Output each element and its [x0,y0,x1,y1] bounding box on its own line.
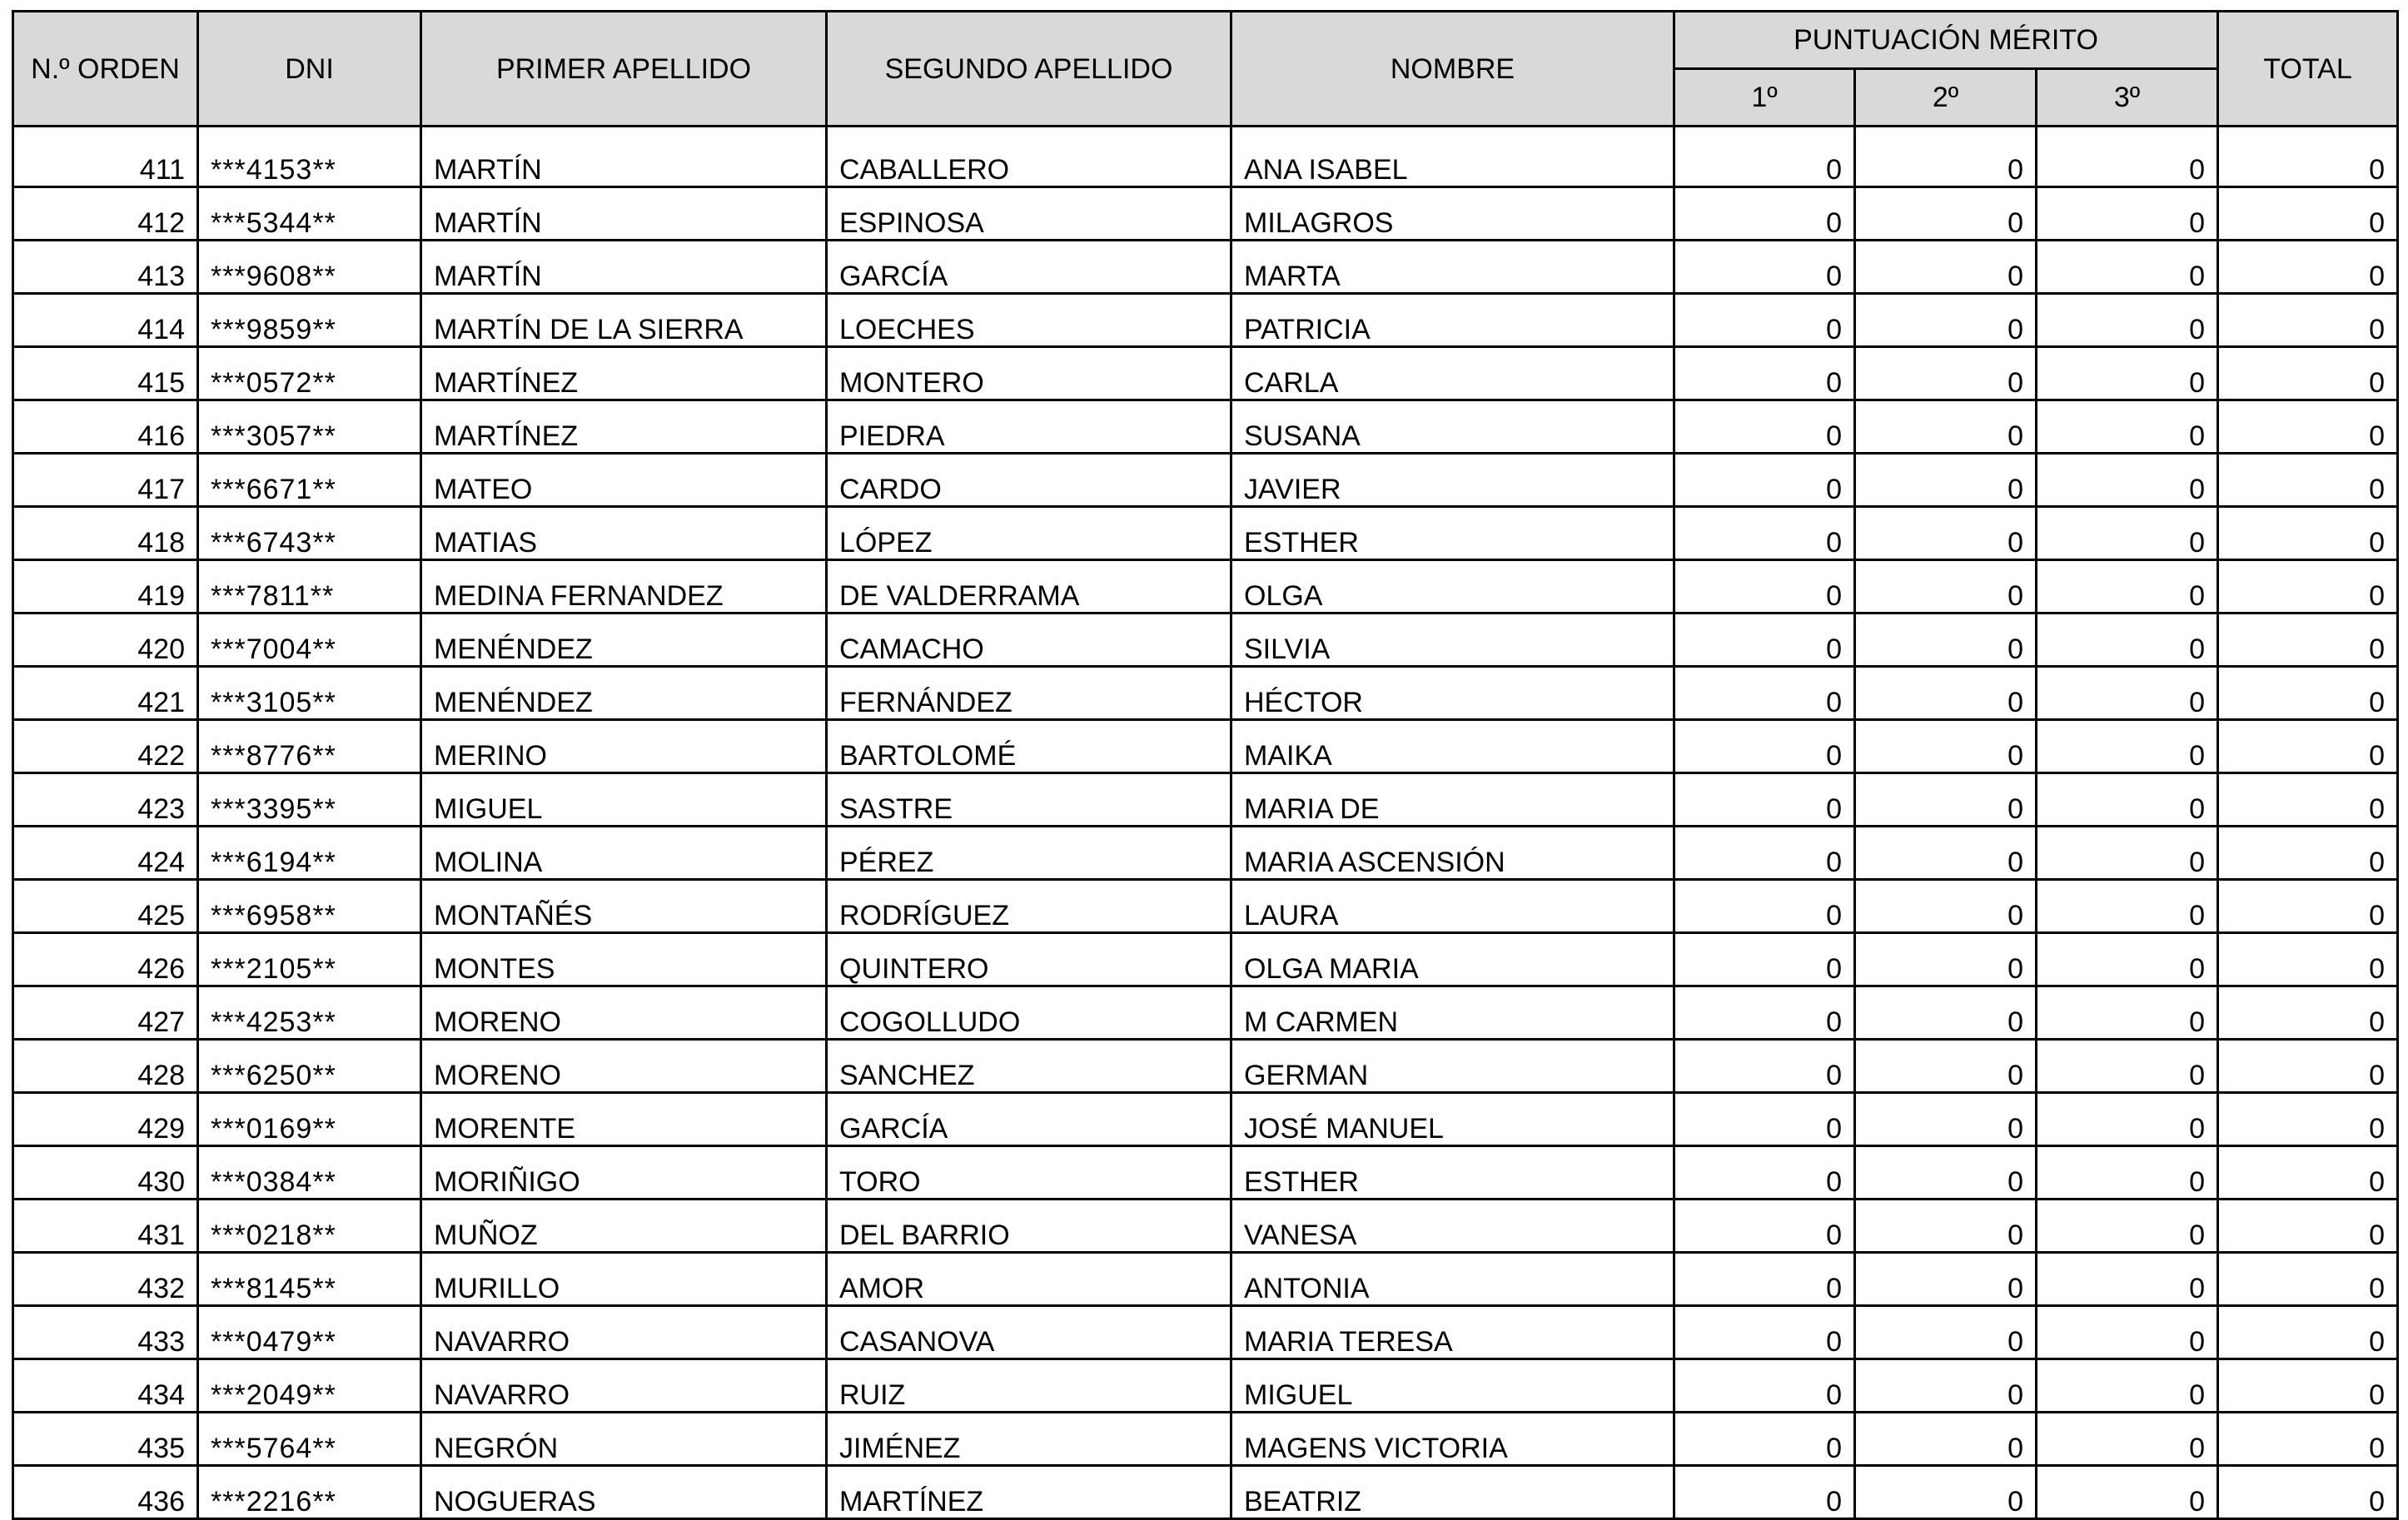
cell-merito-1: 0 [1674,773,1855,827]
cell-dni: ***3105** [198,667,421,720]
cell-nombre: MARIA TERESA [1231,1306,1674,1359]
cell-merito-2: 0 [1855,241,2037,294]
cell-segundo-apellido: AMOR [827,1253,1231,1306]
table-row [13,880,2398,933]
cell-orden: 413 [13,241,198,294]
cell-total: 0 [2218,720,2398,773]
cell-segundo-apellido: COGOLLUDO [827,986,1231,1040]
cell-orden: 424 [13,827,198,880]
table-row [13,1306,2398,1359]
cell-segundo-apellido: PIEDRA [827,400,1231,454]
cell-merito-1: 0 [1674,933,1855,986]
cell-merito-3: 0 [2037,1040,2218,1093]
cell-dni: ***9859** [198,294,421,347]
cell-dni: ***3395** [198,773,421,827]
cell-segundo-apellido: CABALLERO [827,127,1231,187]
cell-merito-2: 0 [1855,1040,2037,1093]
cell-merito-1: 0 [1674,613,1855,667]
cell-primer-apellido: MIGUEL [421,773,827,827]
cell-merito-3: 0 [2037,1306,2218,1359]
cell-merito-3: 0 [2037,1253,2218,1306]
cell-orden: 427 [13,986,198,1040]
results-sheet [12,10,2399,1520]
cell-merito-2: 0 [1855,667,2037,720]
cell-segundo-apellido: GARCÍA [827,241,1231,294]
cell-total: 0 [2218,880,2398,933]
cell-nombre: MAGENS VICTORIA [1231,1413,1674,1466]
cell-merito-3: 0 [2037,560,2218,613]
cell-nombre: JAVIER [1231,454,1674,507]
cell-merito-2: 0 [1855,1359,2037,1413]
cell-merito-3: 0 [2037,507,2218,560]
cell-nombre: ESTHER [1231,507,1674,560]
table-row [13,773,2398,827]
cell-dni: ***7811** [198,560,421,613]
cell-total: 0 [2218,933,2398,986]
cell-total: 0 [2218,1093,2398,1146]
cell-merito-3: 0 [2037,1093,2218,1146]
cell-merito-1: 0 [1674,400,1855,454]
header-nombre: NOMBRE [1231,12,1674,127]
cell-merito-3: 0 [2037,667,2218,720]
cell-total: 0 [2218,1306,2398,1359]
cell-dni: ***0572** [198,347,421,400]
cell-primer-apellido: MEDINA FERNANDEZ [421,560,827,613]
cell-merito-3: 0 [2037,773,2218,827]
table-row [13,1253,2398,1306]
cell-nombre: LAURA [1231,880,1674,933]
cell-nombre: VANESA [1231,1200,1674,1253]
cell-merito-1: 0 [1674,720,1855,773]
cell-orden: 423 [13,773,198,827]
cell-nombre: ANA ISABEL [1231,127,1674,187]
cell-segundo-apellido: MARTÍNEZ [827,1466,1231,1519]
cell-nombre: ESTHER [1231,1146,1674,1200]
table-row [13,613,2398,667]
table-row [13,127,2398,187]
table-header [13,12,2398,127]
cell-orden: 416 [13,400,198,454]
cell-segundo-apellido: QUINTERO [827,933,1231,986]
cell-orden: 418 [13,507,198,560]
cell-merito-3: 0 [2037,827,2218,880]
cell-dni: ***9608** [198,241,421,294]
cell-total: 0 [2218,667,2398,720]
header-segundo-apellido: SEGUNDO APELLIDO [827,12,1231,127]
cell-orden: 426 [13,933,198,986]
table-row [13,1146,2398,1200]
table-row [13,1413,2398,1466]
cell-merito-1: 0 [1674,241,1855,294]
table-row [13,933,2398,986]
cell-total: 0 [2218,241,2398,294]
cell-merito-3: 0 [2037,720,2218,773]
cell-segundo-apellido: LOECHES [827,294,1231,347]
cell-merito-1: 0 [1674,294,1855,347]
cell-merito-1: 0 [1674,347,1855,400]
cell-dni: ***0169** [198,1093,421,1146]
cell-merito-2: 0 [1855,1413,2037,1466]
cell-orden: 428 [13,1040,198,1093]
cell-primer-apellido: MENÉNDEZ [421,613,827,667]
cell-primer-apellido: MARTÍNEZ [421,400,827,454]
cell-merito-1: 0 [1674,507,1855,560]
cell-merito-3: 0 [2037,1466,2218,1519]
cell-primer-apellido: MARTÍN DE LA SIERRA [421,294,827,347]
cell-primer-apellido: NAVARRO [421,1359,827,1413]
cell-segundo-apellido: DEL BARRIO [827,1200,1231,1253]
cell-merito-1: 0 [1674,454,1855,507]
cell-segundo-apellido: JIMÉNEZ [827,1413,1231,1466]
cell-orden: 433 [13,1306,198,1359]
table-row [13,454,2398,507]
cell-dni: ***6194** [198,827,421,880]
cell-merito-2: 0 [1855,560,2037,613]
cell-merito-2: 0 [1855,1466,2037,1519]
cell-merito-1: 0 [1674,1253,1855,1306]
header-merito-1: 1º [1674,69,1855,127]
cell-segundo-apellido: BARTOLOMÉ [827,720,1231,773]
cell-nombre: MAIKA [1231,720,1674,773]
cell-segundo-apellido: TORO [827,1146,1231,1200]
cell-merito-1: 0 [1674,1040,1855,1093]
cell-nombre: MARTA [1231,241,1674,294]
cell-total: 0 [2218,454,2398,507]
cell-dni: ***8145** [198,1253,421,1306]
header-puntuacion-merito: PUNTUACIÓN MÉRITO [1674,12,2218,69]
cell-merito-2: 0 [1855,827,2037,880]
cell-dni: ***8776** [198,720,421,773]
cell-dni: ***3057** [198,400,421,454]
cell-segundo-apellido: RUIZ [827,1359,1231,1413]
cell-orden: 421 [13,667,198,720]
cell-total: 0 [2218,613,2398,667]
table-row [13,560,2398,613]
cell-merito-1: 0 [1674,1146,1855,1200]
table-row [13,720,2398,773]
cell-merito-3: 0 [2037,454,2218,507]
cell-total: 0 [2218,127,2398,187]
cell-primer-apellido: MORENO [421,986,827,1040]
cell-merito-3: 0 [2037,880,2218,933]
cell-merito-1: 0 [1674,880,1855,933]
cell-orden: 425 [13,880,198,933]
cell-total: 0 [2218,1200,2398,1253]
cell-primer-apellido: MATEO [421,454,827,507]
cell-total: 0 [2218,773,2398,827]
merit-score-table [12,10,2399,1520]
table-row [13,241,2398,294]
table-row [13,400,2398,454]
cell-merito-2: 0 [1855,507,2037,560]
cell-nombre: MARIA DE [1231,773,1674,827]
cell-primer-apellido: MOLINA [421,827,827,880]
cell-merito-1: 0 [1674,1093,1855,1146]
cell-orden: 422 [13,720,198,773]
cell-orden: 429 [13,1093,198,1146]
cell-total: 0 [2218,1146,2398,1200]
cell-merito-1: 0 [1674,187,1855,241]
cell-merito-2: 0 [1855,773,2037,827]
table-row [13,986,2398,1040]
cell-nombre: BEATRIZ [1231,1466,1674,1519]
cell-primer-apellido: MURILLO [421,1253,827,1306]
cell-merito-3: 0 [2037,1200,2218,1253]
cell-merito-2: 0 [1855,347,2037,400]
cell-orden: 412 [13,187,198,241]
cell-merito-1: 0 [1674,986,1855,1040]
cell-dni: ***5344** [198,187,421,241]
header-dni: DNI [198,12,421,127]
cell-merito-2: 0 [1855,1093,2037,1146]
cell-merito-3: 0 [2037,347,2218,400]
cell-primer-apellido: MARTÍN [421,241,827,294]
cell-merito-1: 0 [1674,667,1855,720]
cell-merito-1: 0 [1674,1466,1855,1519]
cell-primer-apellido: NAVARRO [421,1306,827,1359]
cell-segundo-apellido: MONTERO [827,347,1231,400]
cell-total: 0 [2218,400,2398,454]
cell-merito-3: 0 [2037,294,2218,347]
cell-nombre: M CARMEN [1231,986,1674,1040]
cell-merito-3: 0 [2037,1359,2218,1413]
cell-segundo-apellido: CASANOVA [827,1306,1231,1359]
cell-dni: ***2105** [198,933,421,986]
cell-segundo-apellido: CAMACHO [827,613,1231,667]
cell-nombre: SILVIA [1231,613,1674,667]
cell-dni: ***0384** [198,1146,421,1200]
cell-nombre: SUSANA [1231,400,1674,454]
cell-nombre: JOSÉ MANUEL [1231,1093,1674,1146]
cell-merito-3: 0 [2037,986,2218,1040]
cell-merito-1: 0 [1674,1200,1855,1253]
cell-total: 0 [2218,347,2398,400]
cell-dni: ***7004** [198,613,421,667]
cell-total: 0 [2218,986,2398,1040]
cell-merito-3: 0 [2037,241,2218,294]
cell-orden: 430 [13,1146,198,1200]
cell-nombre: HÉCTOR [1231,667,1674,720]
cell-total: 0 [2218,507,2398,560]
cell-nombre: MILAGROS [1231,187,1674,241]
cell-total: 0 [2218,1413,2398,1466]
cell-nombre: OLGA MARIA [1231,933,1674,986]
cell-dni: ***4253** [198,986,421,1040]
cell-dni: ***5764** [198,1413,421,1466]
cell-primer-apellido: MERINO [421,720,827,773]
cell-merito-1: 0 [1674,1306,1855,1359]
cell-merito-2: 0 [1855,1253,2037,1306]
cell-primer-apellido: NOGUERAS [421,1466,827,1519]
cell-total: 0 [2218,1359,2398,1413]
cell-orden: 415 [13,347,198,400]
cell-merito-2: 0 [1855,1200,2037,1253]
cell-merito-2: 0 [1855,400,2037,454]
cell-merito-2: 0 [1855,986,2037,1040]
header-primer-apellido: PRIMER APELLIDO [421,12,827,127]
header-merito-2: 2º [1855,69,2037,127]
cell-orden: 414 [13,294,198,347]
table-body [13,127,2398,1519]
cell-segundo-apellido: CARDO [827,454,1231,507]
cell-segundo-apellido: RODRÍGUEZ [827,880,1231,933]
cell-dni: ***2216** [198,1466,421,1519]
cell-dni: ***4153** [198,127,421,187]
table-row [13,827,2398,880]
cell-nombre: OLGA [1231,560,1674,613]
cell-total: 0 [2218,187,2398,241]
cell-total: 0 [2218,1040,2398,1093]
cell-merito-2: 0 [1855,454,2037,507]
table-row [13,1359,2398,1413]
cell-total: 0 [2218,294,2398,347]
cell-primer-apellido: MARTÍNEZ [421,347,827,400]
cell-orden: 419 [13,560,198,613]
cell-orden: 420 [13,613,198,667]
cell-nombre: MARIA ASCENSIÓN [1231,827,1674,880]
cell-segundo-apellido: GARCÍA [827,1093,1231,1146]
cell-merito-3: 0 [2037,187,2218,241]
cell-merito-1: 0 [1674,560,1855,613]
table-row [13,1040,2398,1093]
cell-nombre: CARLA [1231,347,1674,400]
table-row [13,187,2398,241]
cell-merito-2: 0 [1855,1306,2037,1359]
cell-merito-2: 0 [1855,187,2037,241]
cell-primer-apellido: NEGRÓN [421,1413,827,1466]
cell-primer-apellido: MENÉNDEZ [421,667,827,720]
table-row [13,1093,2398,1146]
cell-dni: ***2049** [198,1359,421,1413]
cell-primer-apellido: MUÑOZ [421,1200,827,1253]
cell-orden: 431 [13,1200,198,1253]
cell-total: 0 [2218,827,2398,880]
cell-dni: ***6958** [198,880,421,933]
cell-nombre: PATRICIA [1231,294,1674,347]
table-row [13,1466,2398,1519]
cell-merito-2: 0 [1855,880,2037,933]
cell-dni: ***0479** [198,1306,421,1359]
header-merito-3: 3º [2037,69,2218,127]
table-row [13,1200,2398,1253]
cell-merito-3: 0 [2037,400,2218,454]
header-orden: N.º ORDEN [13,12,198,127]
cell-total: 0 [2218,560,2398,613]
cell-merito-2: 0 [1855,613,2037,667]
cell-merito-2: 0 [1855,294,2037,347]
cell-primer-apellido: MARTÍN [421,127,827,187]
cell-nombre: ANTONIA [1231,1253,1674,1306]
cell-orden: 434 [13,1359,198,1413]
cell-merito-2: 0 [1855,933,2037,986]
cell-merito-3: 0 [2037,127,2218,187]
cell-dni: ***6743** [198,507,421,560]
cell-dni: ***6250** [198,1040,421,1093]
cell-orden: 432 [13,1253,198,1306]
cell-orden: 435 [13,1413,198,1466]
table-row [13,667,2398,720]
cell-segundo-apellido: SANCHEZ [827,1040,1231,1093]
cell-primer-apellido: MATIAS [421,507,827,560]
cell-segundo-apellido: ESPINOSA [827,187,1231,241]
cell-merito-1: 0 [1674,127,1855,187]
cell-primer-apellido: MORENO [421,1040,827,1093]
cell-primer-apellido: MONTAÑÉS [421,880,827,933]
table-row [13,347,2398,400]
cell-merito-2: 0 [1855,1146,2037,1200]
cell-primer-apellido: MONTES [421,933,827,986]
cell-segundo-apellido: SASTRE [827,773,1231,827]
header-total: TOTAL [2218,12,2398,127]
cell-total: 0 [2218,1253,2398,1306]
cell-primer-apellido: MARTÍN [421,187,827,241]
cell-segundo-apellido: FERNÁNDEZ [827,667,1231,720]
cell-merito-2: 0 [1855,127,2037,187]
cell-total: 0 [2218,1466,2398,1519]
table-row [13,294,2398,347]
cell-merito-3: 0 [2037,1413,2218,1466]
cell-merito-3: 0 [2037,613,2218,667]
cell-segundo-apellido: DE VALDERRAMA [827,560,1231,613]
cell-orden: 436 [13,1466,198,1519]
cell-merito-2: 0 [1855,720,2037,773]
cell-dni: ***6671** [198,454,421,507]
table-row [13,507,2398,560]
cell-segundo-apellido: LÓPEZ [827,507,1231,560]
cell-nombre: GERMAN [1231,1040,1674,1093]
cell-primer-apellido: MORENTE [421,1093,827,1146]
cell-primer-apellido: MORIÑIGO [421,1146,827,1200]
cell-merito-3: 0 [2037,1146,2218,1200]
cell-merito-1: 0 [1674,827,1855,880]
cell-merito-1: 0 [1674,1413,1855,1466]
cell-nombre: MIGUEL [1231,1359,1674,1413]
cell-merito-3: 0 [2037,933,2218,986]
cell-segundo-apellido: PÉREZ [827,827,1231,880]
cell-orden: 411 [13,127,198,187]
cell-dni: ***0218** [198,1200,421,1253]
cell-merito-1: 0 [1674,1359,1855,1413]
cell-orden: 417 [13,454,198,507]
